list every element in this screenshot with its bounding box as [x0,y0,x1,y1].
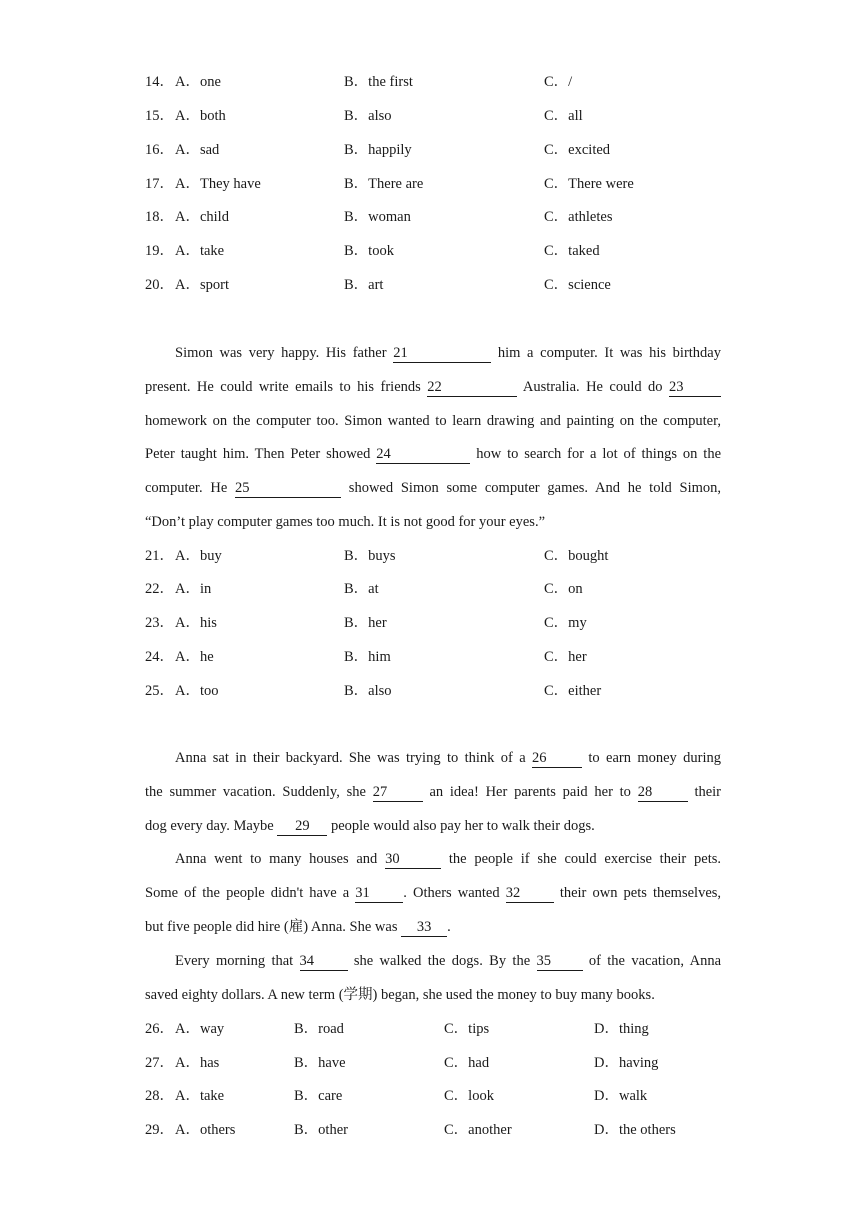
question-number: 15． [145,108,174,124]
question-row [0,1018,860,1040]
question-number: 24． [145,649,174,665]
question-number: 14． [145,74,174,90]
question-row [0,646,860,668]
option-c: C．all [544,108,583,124]
passage-line: present. He could write emails to his friends 22 Australia. He could do 23 [145,376,721,398]
blank-27[interactable]: 27 [373,784,423,802]
blank-30[interactable]: 30 [385,851,441,869]
blank-29[interactable]: 29 [277,818,327,836]
option-c: C．science [544,277,611,293]
option-b: B．him [344,649,391,665]
option-c: C．on [544,581,583,597]
option-d: D．walk [594,1088,648,1104]
question-number: 22． [145,581,174,597]
question-number: 17． [145,176,174,192]
blank-31[interactable]: 31 [355,885,403,903]
question-row [0,1085,860,1107]
passage-line: Anna sat in their backyard. She was trying to think of a 26 to earn money during [175,750,722,766]
blank-32[interactable]: 32 [506,885,554,903]
question-row [0,545,860,567]
option-d: D．thing [594,1021,649,1037]
option-a: A．sad [175,142,220,158]
option-b: B．care [294,1088,343,1104]
question-row [0,139,860,161]
option-b: B．art [344,277,384,293]
question-number: 21． [145,548,174,564]
question-row [0,71,860,93]
question-number: 29． [145,1122,174,1138]
option-c: C．athletes [544,209,613,225]
blank-23[interactable]: 23 [669,379,721,397]
option-d: D．having [594,1055,659,1071]
option-c: C．either [544,683,602,699]
question-number: 20． [145,277,174,293]
question-number: 19． [145,243,174,259]
option-a: A．take [175,243,225,259]
question-row [0,206,860,228]
option-b: B．also [344,683,392,699]
option-c: C．her [544,649,587,665]
question-row [0,612,860,634]
blank-26[interactable]: 26 [532,750,582,768]
question-row [0,105,860,127]
option-a: A．his [175,615,217,631]
option-b: B．her [344,615,387,631]
option-c: C．/ [544,74,573,90]
blank-22[interactable]: 22 [427,379,517,397]
question-number: 23． [145,615,174,631]
option-a: A．others [175,1122,236,1138]
option-a: A．both [175,108,226,124]
option-c: C．look [444,1088,494,1104]
question-row [0,240,860,262]
blank-24[interactable]: 24 [376,446,470,464]
question-number: 27． [145,1055,174,1071]
question-number: 16． [145,142,174,158]
question-number: 25． [145,683,174,699]
blank-25[interactable]: 25 [235,480,341,498]
option-c: C．taked [544,243,600,259]
option-a: A．too [175,683,219,699]
question-row [0,578,860,600]
question-number: 26． [145,1021,174,1037]
passage-line: dog every day. Maybe 29 people would also pay her to walk their dogs. [145,818,595,834]
option-a: A．has [175,1055,220,1071]
option-c: C．There were [544,176,634,192]
option-a: A．he [175,649,214,665]
passage-line: Peter taught him. Then Peter showed 24 how to search for a lot of things on the [145,446,722,462]
blank-21[interactable]: 21 [393,345,491,363]
option-b: B．happily [344,142,412,158]
passage-line: “Don’t play computer games too much. It is not good for your eyes.” [145,514,546,530]
passage-line: Some of the people didn't have a 31 . Others wanted 32 their own pets themselves, [145,885,722,901]
question-row [0,274,860,296]
passage-line: saved eighty dollars. A new term (学期) began, she used the money to buy many books. [145,987,655,1003]
option-d: D．the others [594,1122,676,1138]
passage-line: but five people did hire (雇) Anna. She was 33 . [145,919,451,935]
blank-28[interactable]: 28 [638,784,688,802]
question-row [0,173,860,195]
option-a: A．sport [175,277,229,293]
option-b: B．road [294,1021,344,1037]
option-c: C．another [444,1122,512,1138]
option-b: B．took [344,243,394,259]
passage-line: the summer vacation. Suddenly, she 27 an idea! Her parents paid her to 28 their [145,784,722,800]
blank-35[interactable]: 35 [537,953,583,971]
option-c: C．had [444,1055,490,1071]
option-b: B．woman [344,209,411,225]
option-c: C．bought [544,548,609,564]
question-row [0,680,860,702]
option-a: A．way [175,1021,225,1037]
question-row [0,1052,860,1074]
question-number: 18． [145,209,174,225]
option-b: B．at [344,581,379,597]
option-b: B．buys [344,548,396,564]
option-b: B．the first [344,74,413,90]
question-number: 28． [145,1088,174,1104]
option-a: A．one [175,74,221,90]
passage-line: Every morning that 34 she walked the dogs. By the 35 of the vacation, Anna [175,953,722,969]
option-c: C．excited [544,142,611,158]
question-row [0,1119,860,1141]
option-b: B．other [294,1122,348,1138]
passage-line: computer. He 25 showed Simon some computer games. And he told Simon, [145,480,722,496]
passage-line: Anna went to many houses and 30 the people if she could exercise their pets. [175,851,721,867]
option-b: B．There are [344,176,424,192]
option-b: B．also [344,108,392,124]
option-c: C．my [544,615,587,631]
option-a: A．child [175,209,229,225]
option-a: A．They have [175,176,261,192]
option-a: A．take [175,1088,225,1104]
option-a: A．buy [175,548,222,564]
passage-line: homework on the computer too. Simon wanted to learn drawing and painting on the computer, [145,413,721,429]
option-a: A．in [175,581,212,597]
option-b: B．have [294,1055,346,1071]
blank-34[interactable]: 34 [300,953,348,971]
blank-33[interactable]: 33 [401,919,447,937]
passage-line: Simon was very happy. His father 21 him a computer. It was his birthday [175,345,721,361]
option-c: C．tips [444,1021,490,1037]
